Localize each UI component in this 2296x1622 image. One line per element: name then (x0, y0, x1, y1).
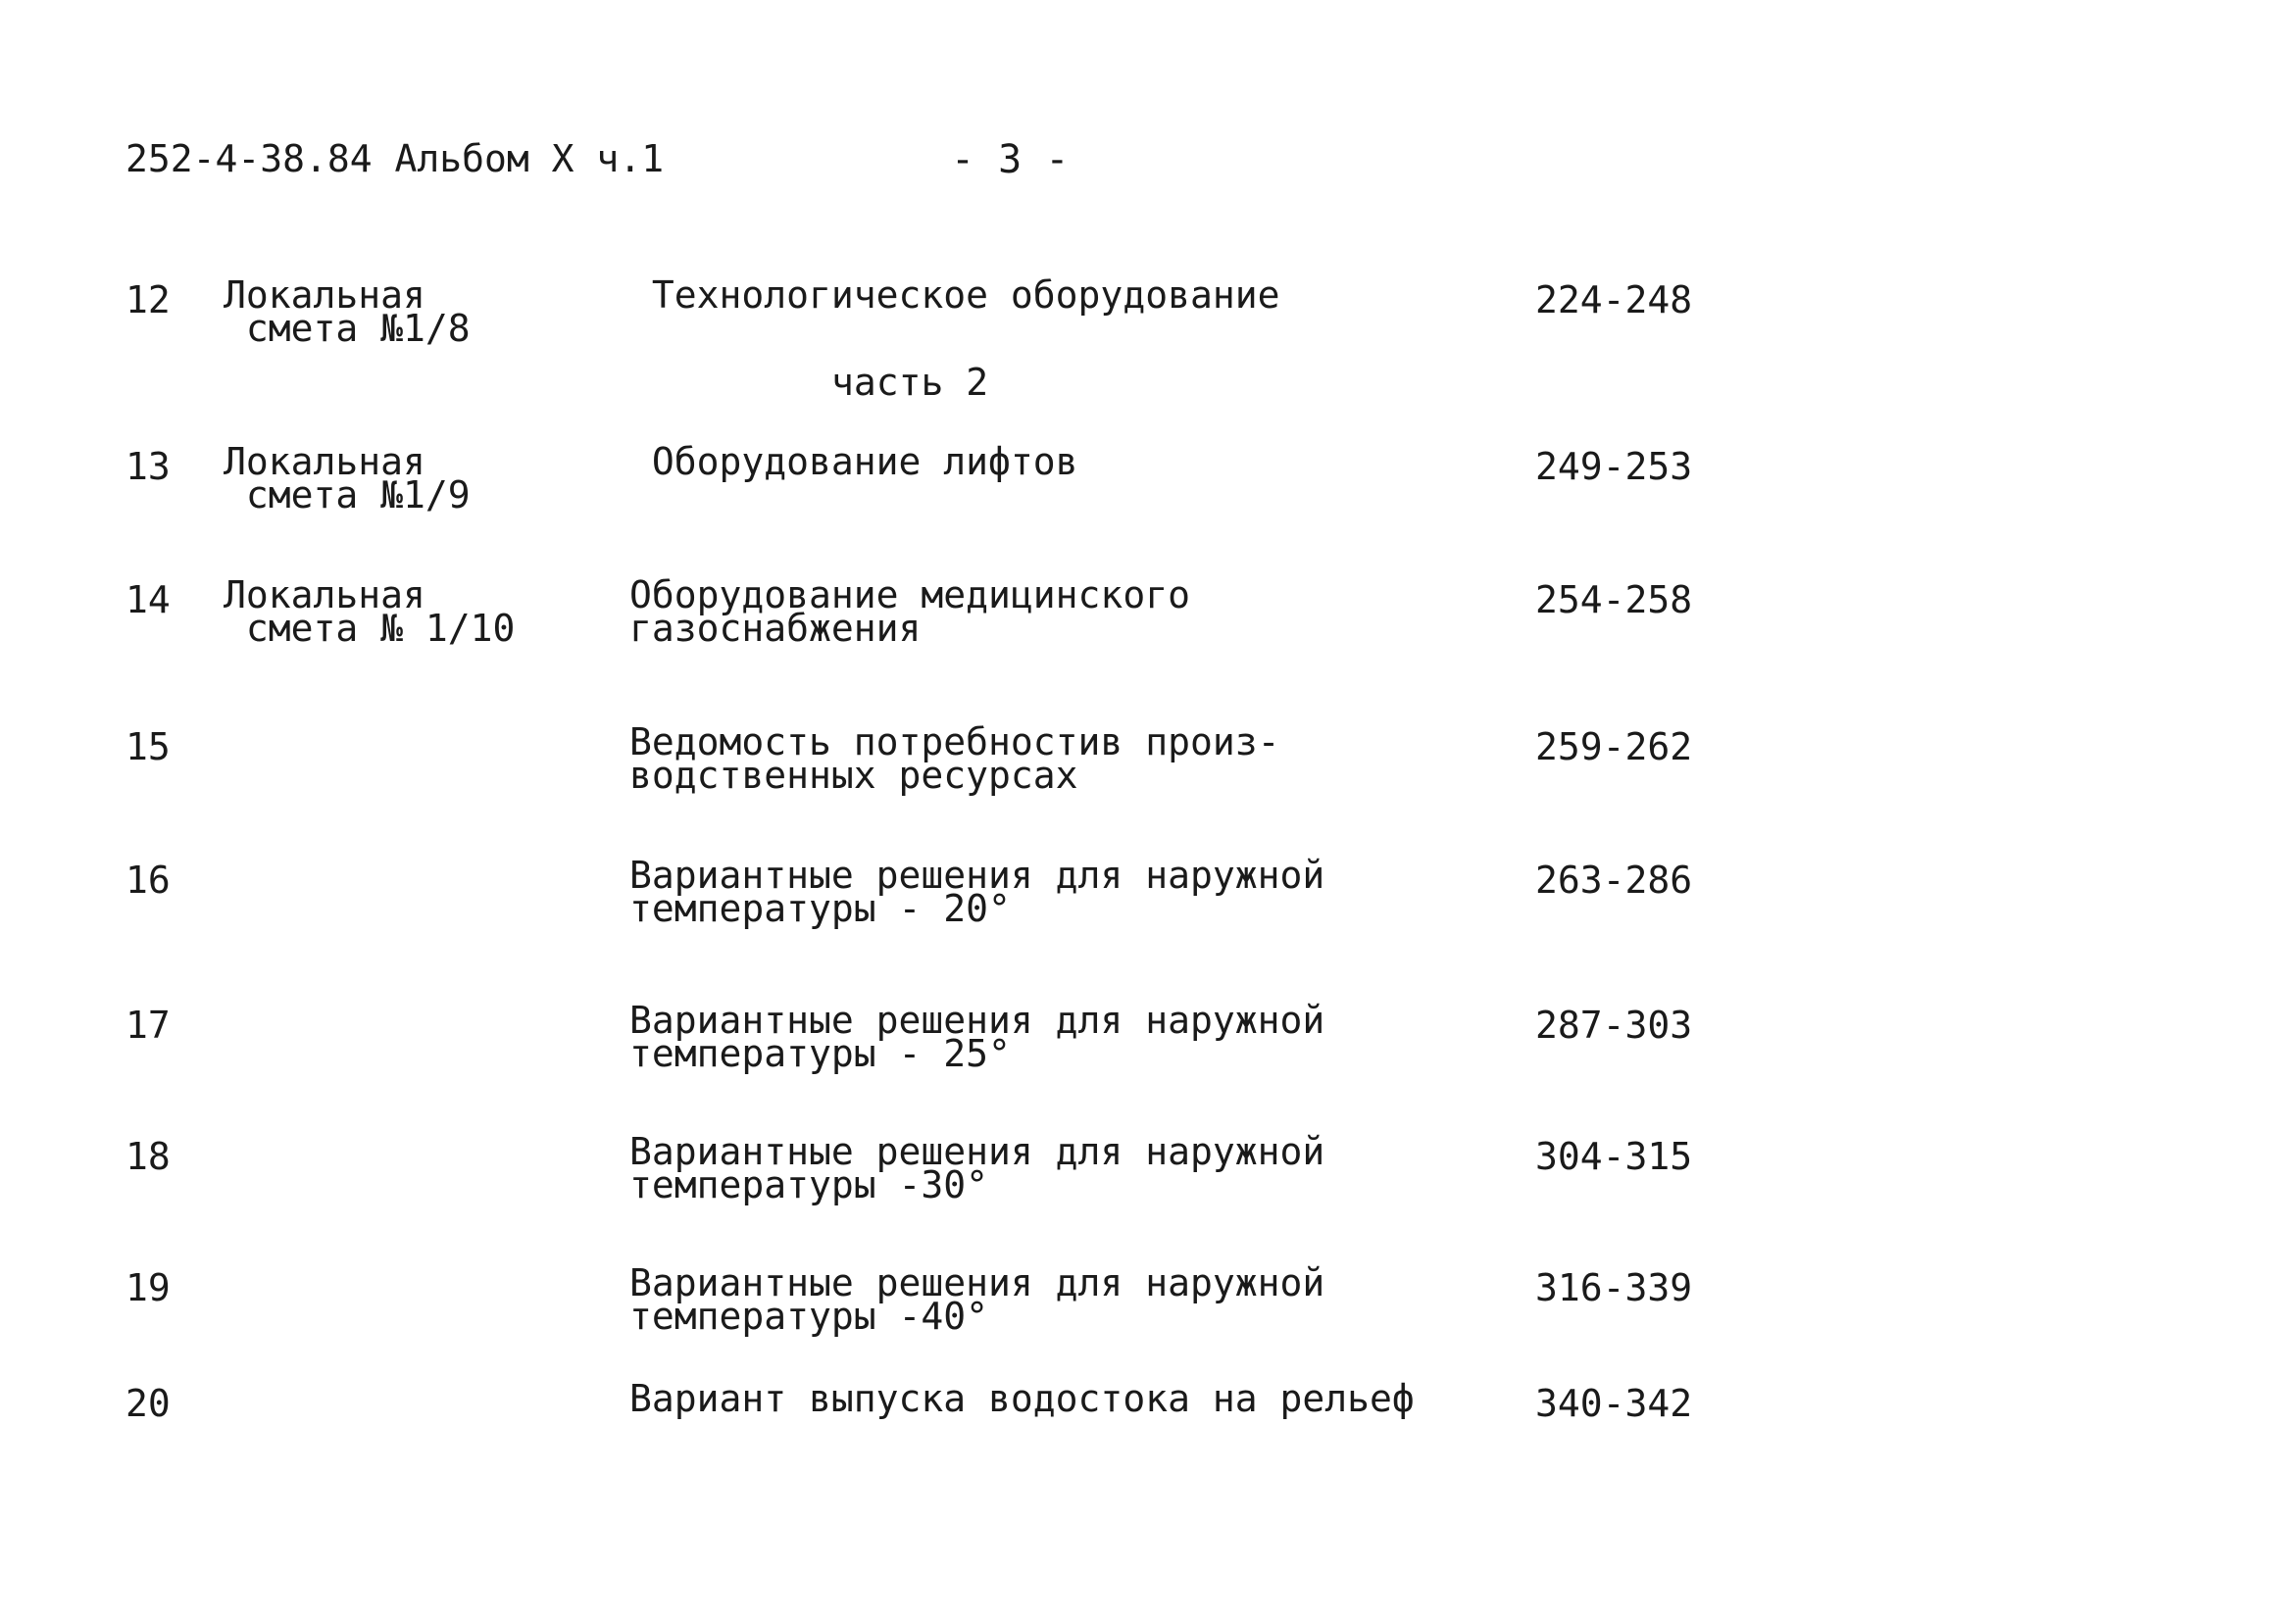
item-number: 12 (125, 278, 171, 321)
item-pages: 316-339 (1535, 1266, 1693, 1309)
item-pages: 259-262 (1535, 725, 1693, 768)
item-document: Локальная смета №1/9 (224, 440, 471, 516)
item-title: Вариантные решения для наружной температуры - 25° (629, 999, 1325, 1075)
item-pages: 224-248 (1535, 278, 1693, 321)
section-label: часть 2 (831, 361, 989, 404)
item-title: Оборудование медицинского газоснабжения (629, 573, 1190, 650)
item-number: 16 (125, 859, 171, 902)
item-title: Вариантные решения для наружной температуры -30° (629, 1130, 1325, 1206)
item-title: Оборудование лифтов (629, 440, 1078, 483)
item-document: Локальная смета № 1/10 (224, 573, 516, 650)
item-number: 20 (125, 1382, 171, 1425)
item-document: Локальная смета №1/8 (224, 273, 471, 350)
item-number: 13 (125, 445, 171, 488)
page-number: - 3 - (951, 137, 1070, 182)
document-reference: 252-4-38.84 Альбом X ч.1 (125, 137, 665, 180)
item-pages: 249-253 (1535, 445, 1693, 488)
item-number: 19 (125, 1266, 171, 1309)
item-title: Вариантные решения для наружной температуры - 20° (629, 854, 1325, 930)
item-title: Технологическое оборудование (629, 273, 1280, 317)
item-title: Вариант выпуска водостока на рельеф (629, 1377, 1415, 1420)
item-title: Ведомость потребностив произ- водственных ресурсах (629, 720, 1280, 797)
item-pages: 263-286 (1535, 859, 1693, 902)
item-number: 15 (125, 725, 171, 768)
item-pages: 304-315 (1535, 1135, 1693, 1178)
item-number: 14 (125, 578, 171, 621)
item-pages: 287-303 (1535, 1004, 1693, 1047)
item-number: 17 (125, 1004, 171, 1047)
item-pages: 340-342 (1535, 1382, 1693, 1425)
item-number: 18 (125, 1135, 171, 1178)
item-title: Вариантные решения для наружной температуры -40° (629, 1261, 1325, 1338)
item-pages: 254-258 (1535, 578, 1693, 621)
